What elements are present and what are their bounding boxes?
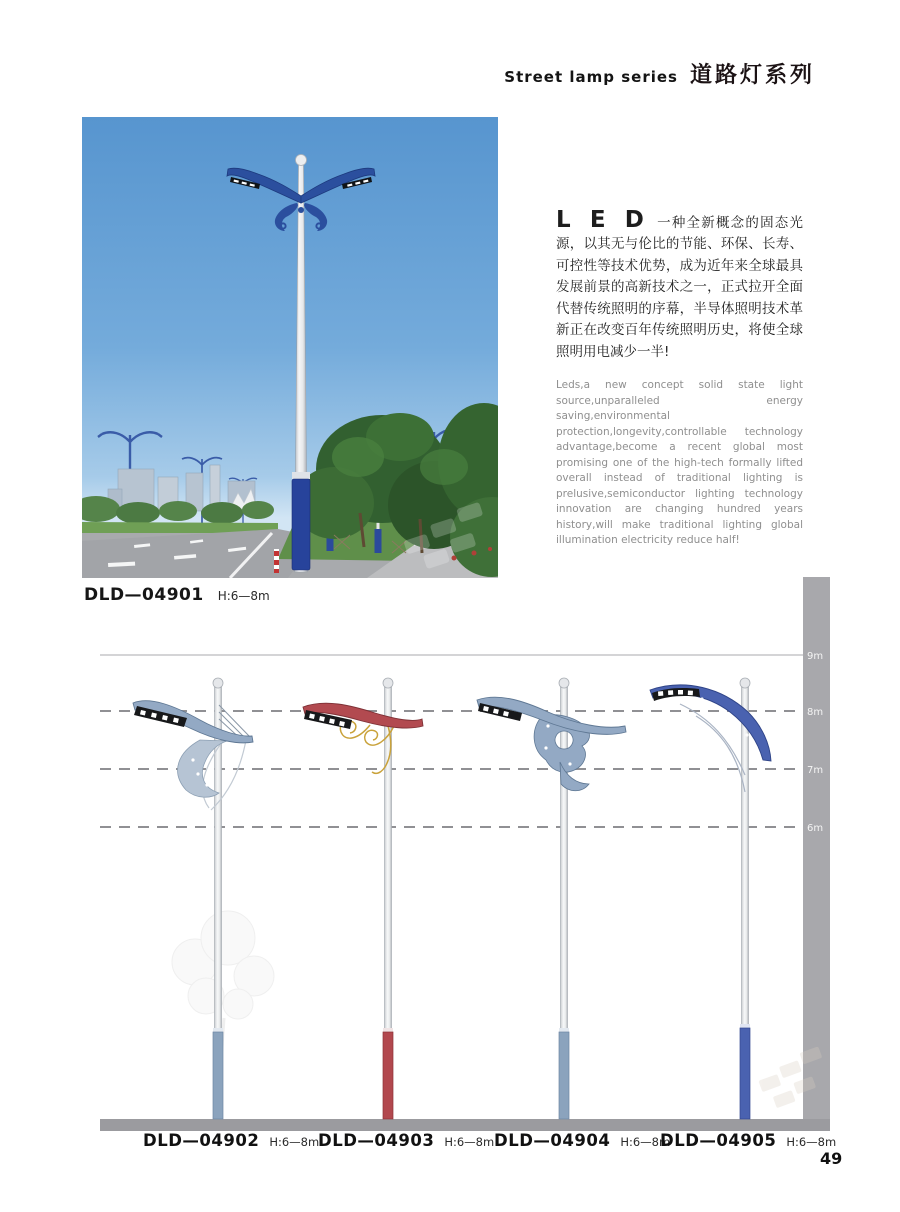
intro-chinese bbox=[556, 206, 804, 364]
pole-finial-ball bbox=[296, 155, 307, 166]
product-label-04903 bbox=[318, 1131, 494, 1150]
product-height-range: H:6—8m bbox=[620, 1135, 671, 1149]
product-height-range: H:6—8m bbox=[786, 1135, 837, 1149]
pole-base-sleeve bbox=[292, 479, 310, 570]
lamp-drawing-04905 bbox=[650, 678, 771, 1119]
intro-chinese-text: 一种全新概念的固态光源，以其无与伦比的节能、环保、长寿、可控性等技术优势，成为近年来全球最具发展前景的高新技术之一，正式拉开全面代替传统照明的序幕，半导体照明技术革新正在改变百年传统照明历史，将使全球照明用电减少一半! bbox=[556, 214, 804, 360]
series-title-chinese: 道路灯系列 bbox=[689, 63, 815, 88]
hero-model-code: DLD—04901 bbox=[84, 585, 204, 605]
scale-label-8m: 8m bbox=[807, 707, 824, 718]
product-model-code: DLD—04903 bbox=[318, 1131, 435, 1150]
lamp-drawing-04902 bbox=[133, 678, 253, 1119]
ground-bar bbox=[100, 1119, 830, 1131]
lamp-drawings bbox=[90, 575, 840, 1137]
product-label-04905 bbox=[660, 1131, 836, 1150]
scale-label-6m: 6m bbox=[807, 823, 824, 834]
product-model-code: DLD—04904 bbox=[494, 1131, 611, 1150]
hero-height-range: H:6—8m bbox=[217, 589, 270, 603]
product-label-04904 bbox=[494, 1131, 670, 1150]
scale-label-7m: 7m bbox=[807, 765, 824, 776]
base-collar bbox=[292, 472, 310, 479]
product-height-range: H:6—8m bbox=[269, 1135, 320, 1149]
product-height-range: H:6—8m bbox=[444, 1135, 495, 1149]
lamp-drawing-04904 bbox=[477, 678, 626, 1119]
intro-english: Leds,a new concept solid state light source,unparalleled energy saving,environmental protection,longevity,controllable technology advantage,become a recent global most promising one of the high-tech formally lifted overall instead of traditional lighting is prelusive,semiconductor lighting technology innovation are changing hundred years history,will make traditional lighting global illumination electricity reduce half! bbox=[556, 379, 803, 546]
product-photo bbox=[82, 117, 498, 578]
product-label-04902 bbox=[143, 1131, 319, 1150]
product-model-code: DLD—04902 bbox=[143, 1131, 260, 1150]
series-title-english: Street lamp series bbox=[504, 68, 678, 86]
product-model-code: DLD—04905 bbox=[660, 1131, 777, 1150]
page-number: 49 bbox=[820, 1149, 843, 1168]
page-header bbox=[504, 58, 815, 89]
intro-block bbox=[556, 196, 803, 559]
lamp-drawing-04903 bbox=[303, 678, 423, 1119]
bollard bbox=[274, 549, 279, 573]
scale-label-9m: 9m bbox=[807, 651, 824, 662]
led-heading: L E D bbox=[556, 206, 649, 233]
